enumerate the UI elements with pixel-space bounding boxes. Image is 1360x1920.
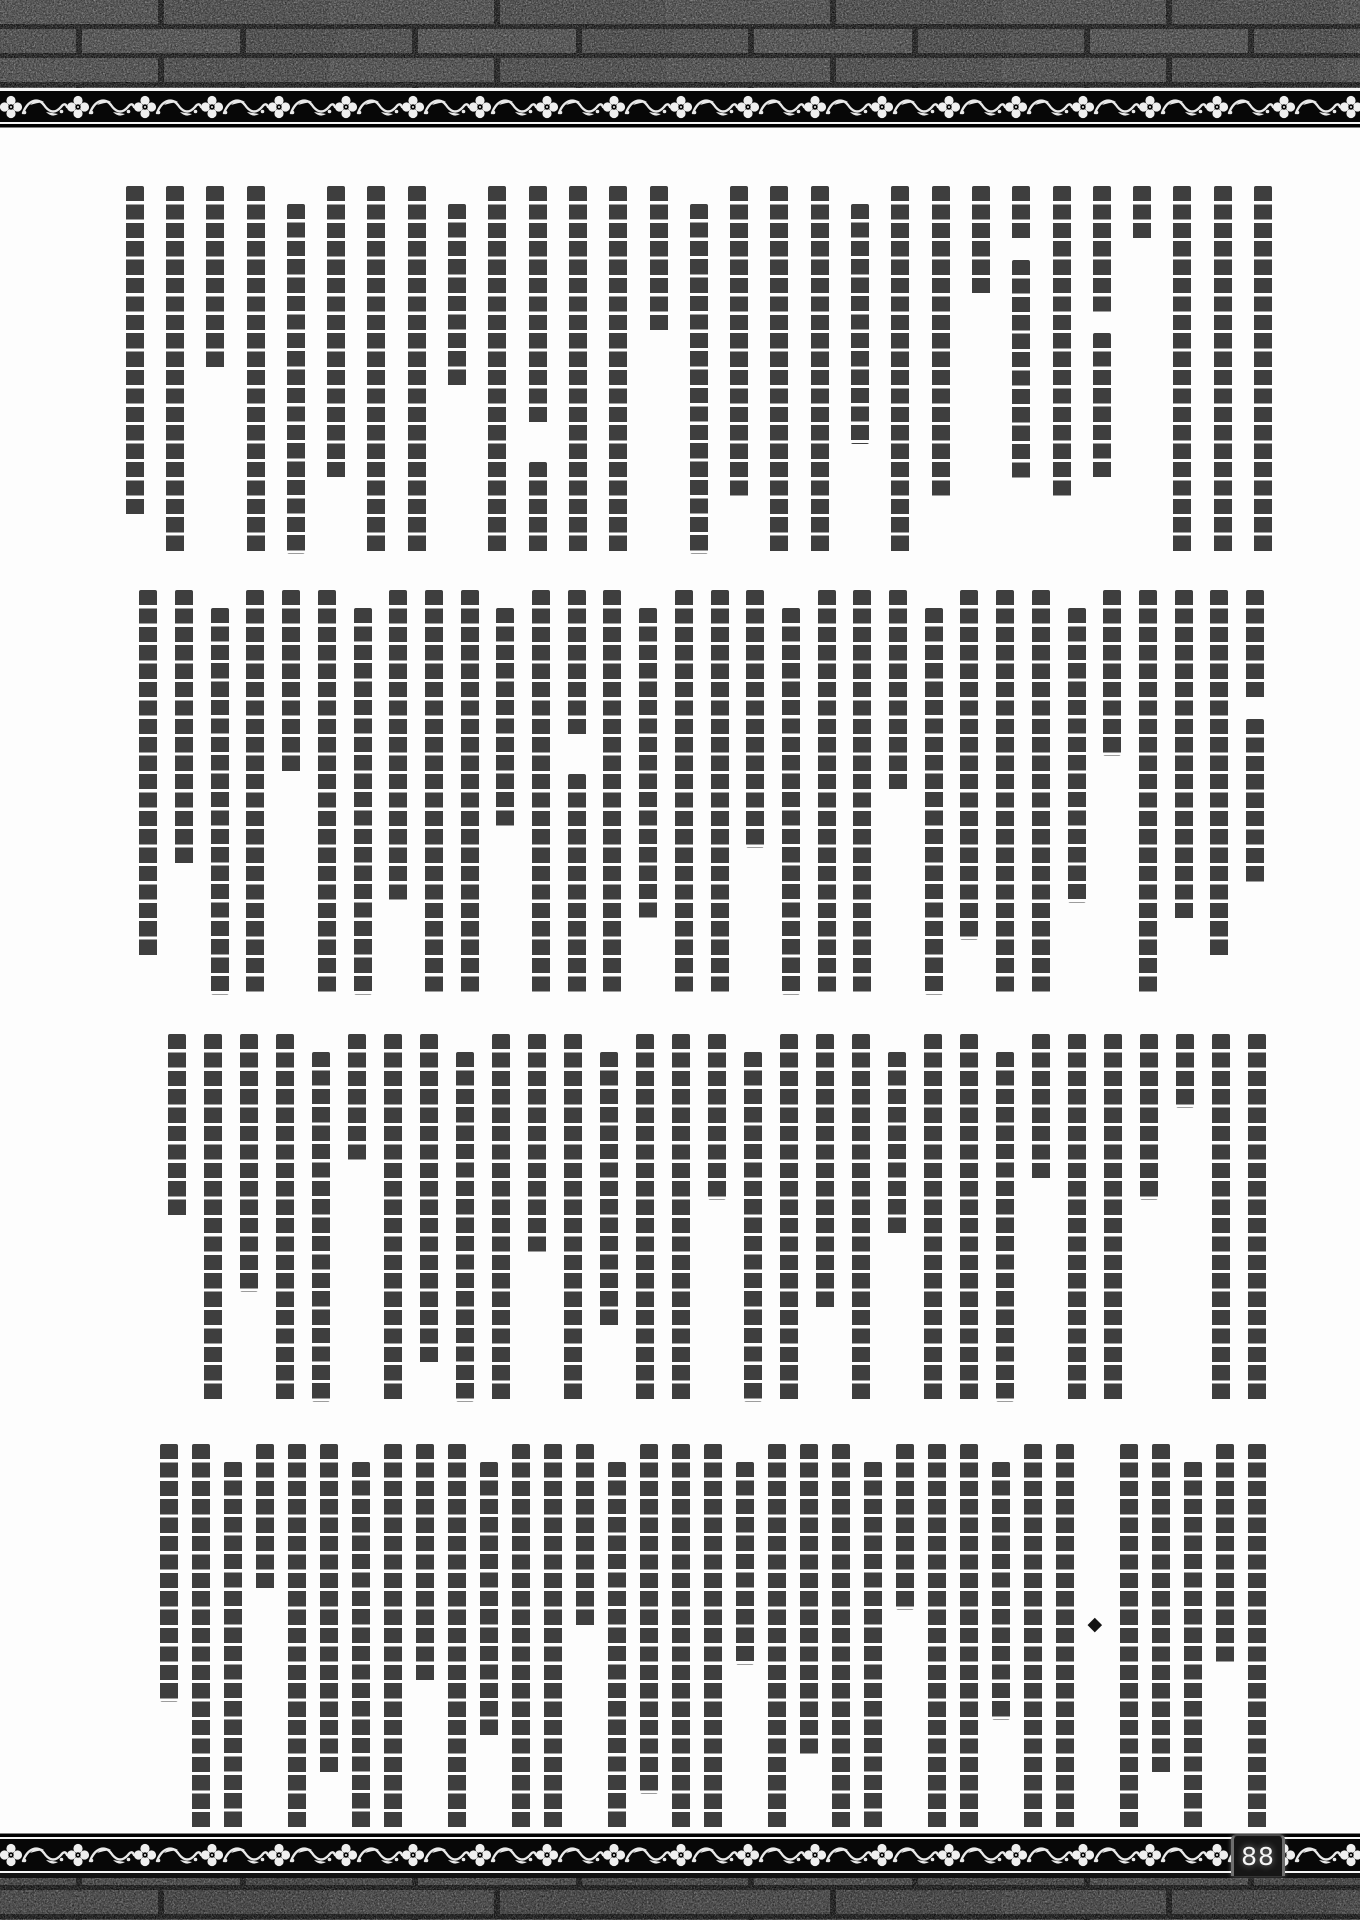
redacted-text-column [864, 1462, 882, 1830]
redacted-text-column [1093, 333, 1111, 480]
redacted-text-column [240, 1034, 258, 1292]
redacted-text-column [925, 608, 943, 994]
redacted-text-column [603, 590, 621, 995]
redacted-text-column [1175, 590, 1193, 921]
redacted-text-column [168, 1034, 186, 1218]
redacted-text-column [528, 1034, 546, 1255]
redacted-text-column [1032, 1034, 1050, 1181]
redacted-text-column [1053, 186, 1071, 499]
redacted-text-column [532, 590, 550, 995]
redacted-text-column [852, 1034, 870, 1402]
redacted-text-column [1246, 719, 1264, 885]
redacted-text-column [636, 1034, 654, 1402]
redacted-text-column [818, 590, 836, 995]
redacted-text-column [192, 1444, 210, 1830]
redacted-text-column [384, 1034, 402, 1402]
scene-break-diamond: ◆ [1087, 1613, 1103, 1636]
redacted-text-column [139, 590, 157, 958]
redacted-text-column [924, 1034, 942, 1402]
redacted-text-column [960, 1034, 978, 1402]
redacted-text-column [639, 608, 657, 921]
redacted-text-column [348, 1034, 366, 1163]
redacted-text-column [408, 186, 426, 554]
redacted-text-column [744, 1052, 762, 1402]
redacted-text-column [320, 1444, 338, 1775]
page-number: 88 [1241, 1841, 1275, 1871]
redacted-text-column [206, 186, 224, 370]
redacted-text-column [1068, 1034, 1086, 1402]
redacted-text-column [488, 186, 506, 554]
redacted-text-column [1133, 186, 1151, 241]
redacted-text-column [568, 590, 586, 737]
redacted-text-column [224, 1462, 242, 1830]
redacted-text-column [1184, 1462, 1202, 1830]
redacted-text-column [1254, 186, 1272, 554]
redacted-text-column [204, 1034, 222, 1402]
redacted-text-column [166, 186, 184, 554]
redacted-text-column [730, 186, 748, 499]
redacted-text-column [1024, 1444, 1042, 1830]
redacted-text-column [288, 1444, 306, 1830]
redacted-text-column [287, 204, 305, 554]
redacted-text-column [256, 1444, 274, 1591]
redacted-text-column [811, 186, 829, 554]
redacted-text-column [972, 186, 990, 296]
redacted-text-column [1068, 608, 1086, 902]
redacted-text-column [896, 1444, 914, 1610]
redacted-text-column [782, 608, 800, 994]
redacted-text-column [318, 590, 336, 995]
redacted-text-column [354, 608, 372, 994]
redacted-text-column [282, 590, 300, 774]
redacted-text-column [160, 1444, 178, 1702]
redacted-text-column [461, 590, 479, 995]
flower-vine-ornament-icon [0, 1843, 1360, 1867]
redacted-text-column [448, 1444, 466, 1830]
redacted-text-column [928, 1444, 946, 1830]
redacted-text-column [247, 186, 265, 554]
redacted-text-column [312, 1052, 330, 1402]
redacted-text-column [891, 186, 909, 554]
redacted-text-column [569, 186, 587, 554]
redacted-text-column [1248, 1034, 1266, 1402]
redacted-text-column [780, 1034, 798, 1402]
redacted-text-column [420, 1034, 438, 1365]
redacted-text-column [960, 1444, 978, 1830]
redacted-text-column [529, 462, 547, 554]
redacted-text-column [600, 1052, 618, 1328]
redacted-text-column [1120, 1444, 1138, 1830]
redacted-text-column [1012, 186, 1030, 241]
redacted-text-column [352, 1462, 370, 1830]
redacted-text-column [1216, 1444, 1234, 1665]
redacted-text-column [496, 608, 514, 829]
redacted-text-column [492, 1034, 510, 1402]
redacted-text-column [416, 1444, 434, 1683]
redacted-text-column [1103, 590, 1121, 756]
redacted-text-column [932, 186, 950, 499]
page-number-tab [1231, 1834, 1285, 1876]
redacted-text-column [175, 590, 193, 866]
redacted-text-column [1032, 590, 1050, 995]
redacted-text-column [1176, 1034, 1194, 1108]
redacted-text-column [996, 1052, 1014, 1402]
brick-border-bottom [0, 1832, 1360, 1920]
redacted-text-column [800, 1444, 818, 1757]
redacted-text-column [544, 1444, 562, 1830]
redacted-text-column [711, 590, 729, 995]
redacted-text-column [425, 590, 443, 995]
redacted-text-column [512, 1444, 530, 1830]
redacted-text-column [327, 186, 345, 480]
redacted-text-column [1212, 1034, 1230, 1402]
redacted-text-column [888, 1052, 906, 1236]
redacted-text-column [675, 590, 693, 995]
redacted-text-column [704, 1444, 722, 1830]
redacted-text-column [480, 1462, 498, 1738]
redacted-text-column [1210, 590, 1228, 958]
redacted-text-column [126, 186, 144, 517]
redacted-text-column [276, 1034, 294, 1402]
redacted-text-column [246, 590, 264, 995]
redacted-text-column [708, 1034, 726, 1200]
redacted-text-column [889, 590, 907, 792]
redacted-text-column [1214, 186, 1232, 554]
redacted-text-column [1248, 1444, 1266, 1830]
redacted-text-column [1104, 1034, 1122, 1402]
redacted-text-column [211, 608, 229, 994]
redacted-text-column [456, 1052, 474, 1402]
redacted-text-column [609, 186, 627, 554]
redacted-text-column [640, 1444, 658, 1794]
redacted-text-column [672, 1444, 690, 1830]
redacted-text-column [568, 774, 586, 995]
redacted-text-column [690, 204, 708, 554]
redacted-text-column [448, 204, 466, 388]
redacted-text-column [564, 1034, 582, 1402]
redacted-text-column [1246, 590, 1264, 700]
redacted-text-column [1139, 590, 1157, 995]
redacted-text-column [736, 1462, 754, 1664]
redacted-text-column [832, 1444, 850, 1830]
redacted-text-column [851, 204, 869, 443]
redacted-text-column [367, 186, 385, 554]
redacted-text-column [1012, 260, 1030, 481]
redacted-text-column [389, 590, 407, 903]
redacted-text-column [1140, 1034, 1158, 1200]
redacted-text-column [768, 1444, 786, 1830]
redacted-text-column [672, 1034, 690, 1402]
redacted-text-column [960, 590, 978, 940]
redacted-text-column [1056, 1444, 1074, 1830]
redacted-text-column [853, 590, 871, 995]
redacted-text-column [1093, 186, 1111, 315]
redacted-text-column [816, 1034, 834, 1310]
redacted-text-column [770, 186, 788, 554]
redacted-text-column [384, 1444, 402, 1830]
redacted-text-column [992, 1462, 1010, 1720]
redacted-text-column [746, 590, 764, 848]
redacted-text-column [1173, 186, 1191, 554]
redacted-text-column [576, 1444, 594, 1628]
redacted-text-column [650, 186, 668, 333]
redacted-text-column [608, 1462, 626, 1830]
redacted-text-column [1152, 1444, 1170, 1775]
redacted-text-column [996, 590, 1014, 995]
redacted-text-column [529, 186, 547, 425]
